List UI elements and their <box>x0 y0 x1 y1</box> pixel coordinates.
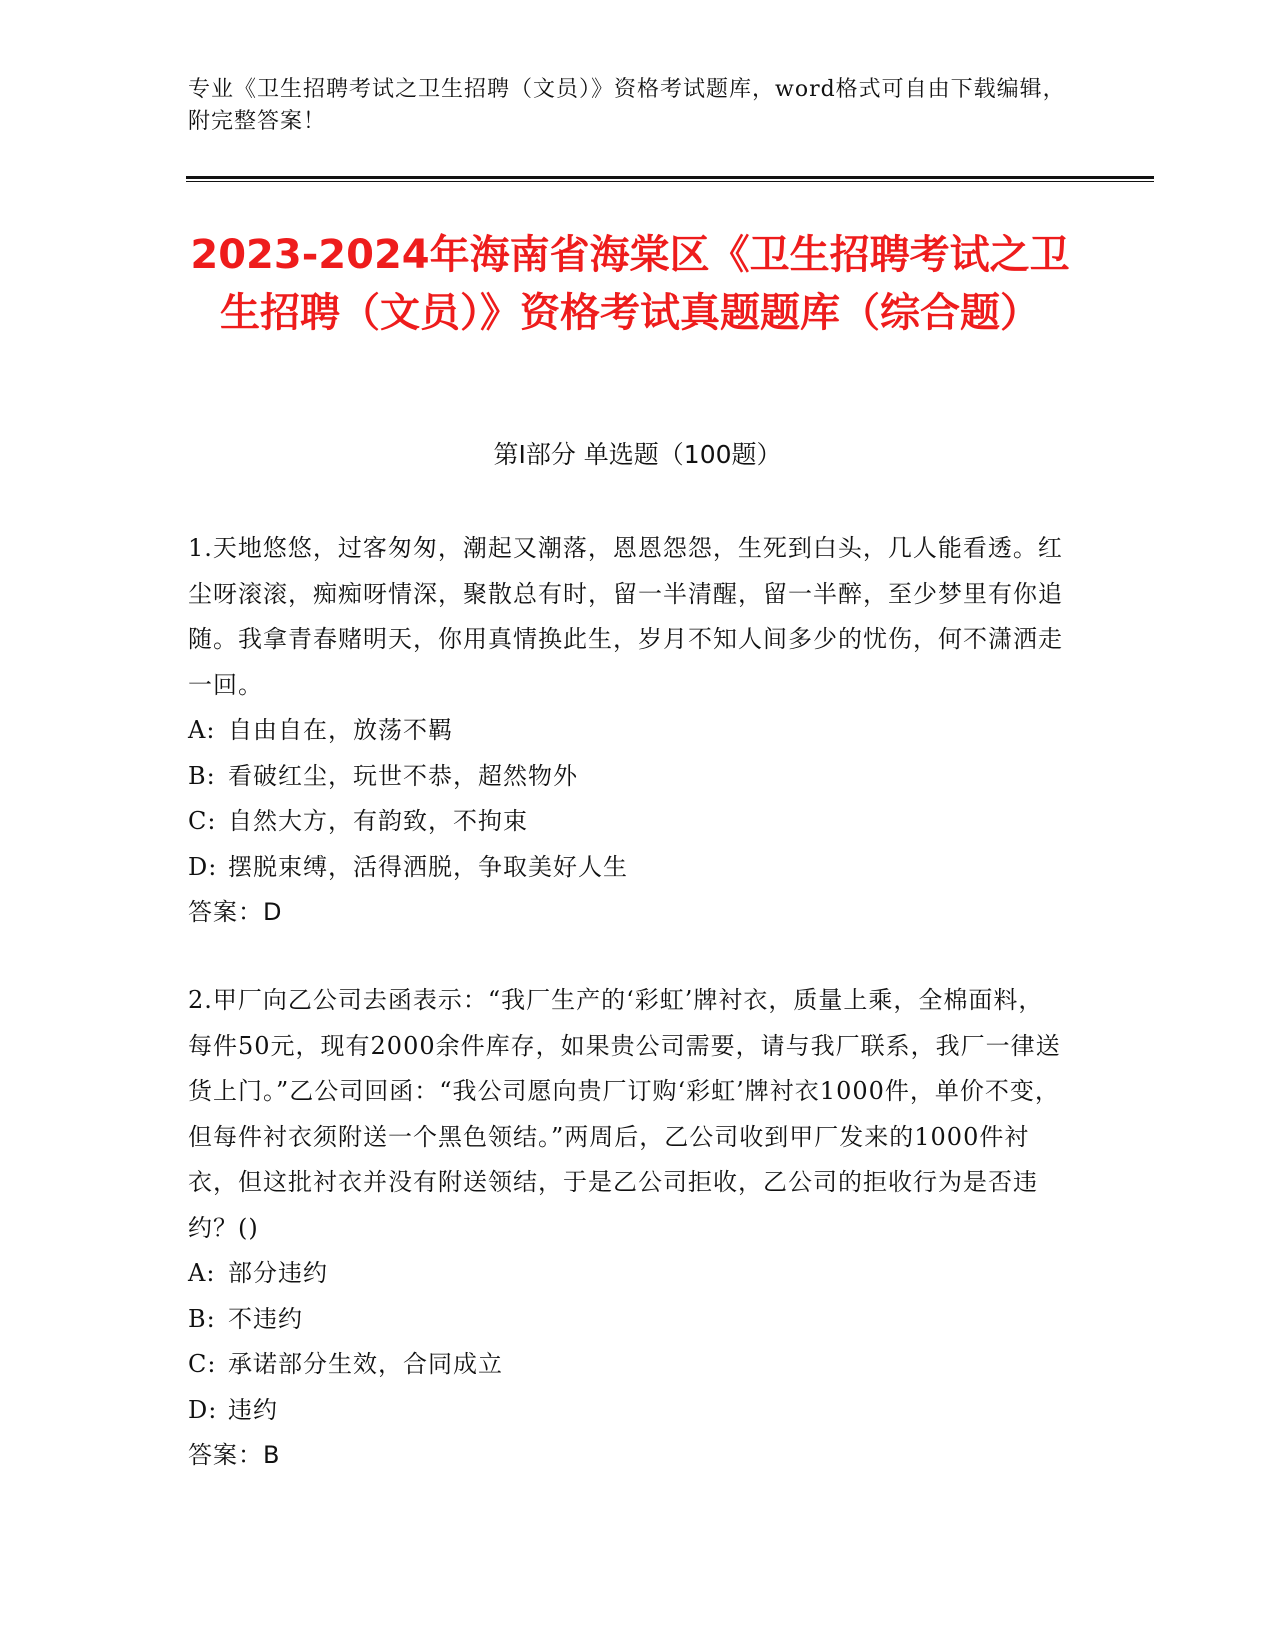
option-d <box>188 845 1068 891</box>
option-letter: A: <box>188 1259 216 1287</box>
section-title: 第Ⅰ部分 单选题（100题） <box>493 440 782 469</box>
option-text: 承诺部分生效，合同成立 <box>228 1350 503 1378</box>
option-d <box>188 1388 1068 1434</box>
question-2 <box>188 978 1068 1479</box>
option-b <box>188 1297 1068 1343</box>
option-letter: D: <box>188 1395 218 1424</box>
question-1 <box>188 526 1068 936</box>
answer-line: 答案：D <box>188 898 283 926</box>
header-divider <box>186 176 1154 179</box>
option-letter: C: <box>188 807 217 835</box>
option-text: 部分违约 <box>228 1259 328 1287</box>
option-text: 自然大方，有韵致，不拘束 <box>228 807 528 835</box>
option-c <box>188 1342 1068 1388</box>
document-title: 2023-2024年海南省海棠区《卫生招聘考试之卫生招聘（文员）》资格考试真题题库（综合题） <box>190 232 1070 336</box>
option-text: 不违约 <box>228 1304 303 1333</box>
option-a <box>188 708 1068 754</box>
option-text: 看破红尘，玩世不恭，超然物外 <box>228 761 578 790</box>
question-stem: 1.天地悠悠，过客匆匆，潮起又潮落，恩恩怨怨，生死到白头，几人能看透。红尘呀滚滚，痴痴呀情深，聚散总有时，留一半清醒，留一半醉，至少梦里有你追随。我拿青春赌明天，你用真情换此生，岁月不知人间多少的忧伤，何不潇洒走一回。 <box>188 534 1063 699</box>
option-b <box>188 754 1068 800</box>
option-c <box>188 799 1068 845</box>
option-letter: D: <box>188 852 218 881</box>
option-letter: B: <box>188 1304 216 1333</box>
option-letter: C: <box>188 1350 217 1378</box>
option-text: 违约 <box>228 1395 278 1424</box>
option-text: 摆脱束缚，活得洒脱，争取美好人生 <box>228 852 628 881</box>
header-divider-thin <box>186 181 1154 182</box>
question-stem: 2.甲厂向乙公司去函表示：“我厂生产的‘彩虹’牌衬衣，质量上乘，全棉面料，每件50元，现有2000余件库存，如果贵公司需要，请与我厂联系，我厂一律送货上门。”乙公司回函：“我公司愿向贵厂订购‘彩虹’牌衬衣1000件，单价不变，但每件衬衣须附送一个黑色领结。”两周后，乙公司收到甲厂发来的1000件衬衣，但这批衬衣并没有附送领结，于是乙公司拒收，乙公司的拒收行为是否违约？() <box>188 986 1061 1242</box>
option-letter: A: <box>188 716 216 744</box>
header-note: 专业《卫生招聘考试之卫生招聘（文员）》资格考试题库，word格式可自由下载编辑，附完整答案！ <box>188 77 1066 134</box>
answer-line: 答案：B <box>188 1441 281 1469</box>
option-text: 自由自在，放荡不羁 <box>228 716 453 744</box>
option-a <box>188 1251 1068 1297</box>
option-letter: B: <box>188 761 216 790</box>
